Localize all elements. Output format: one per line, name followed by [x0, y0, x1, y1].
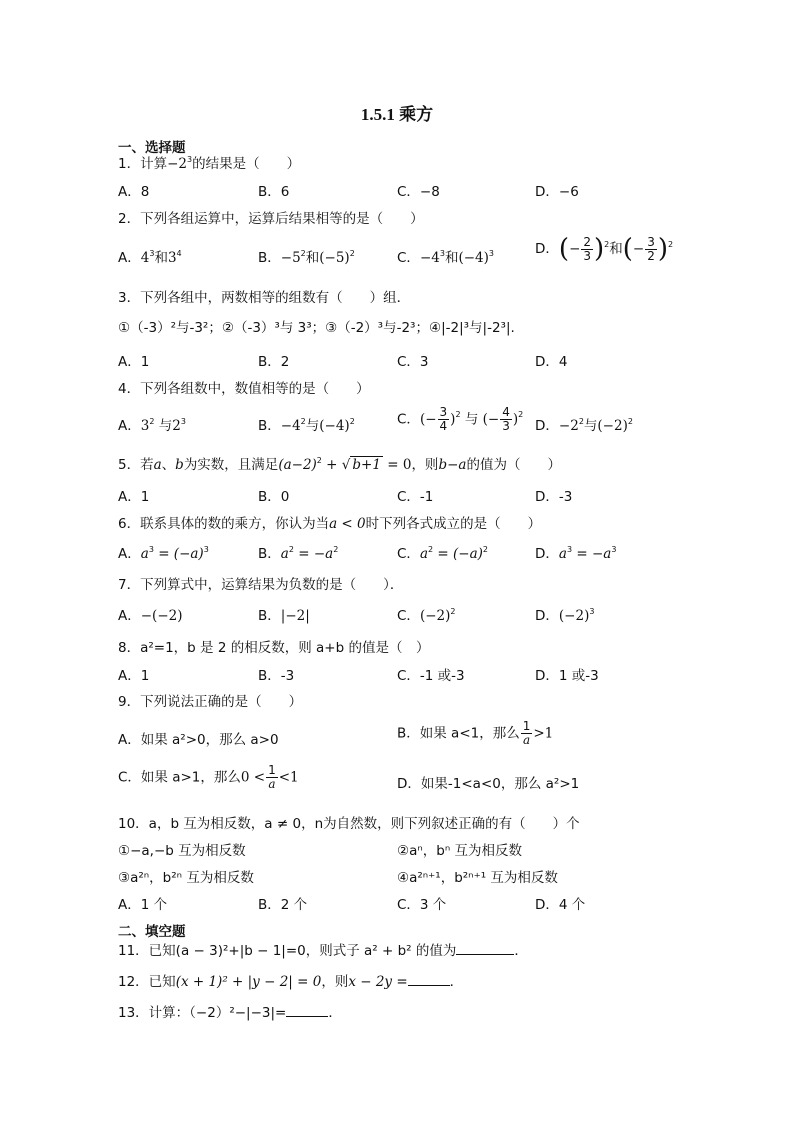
option-a: A．1 — [118, 489, 150, 505]
page-title: 1.5.1 乘方 — [360, 105, 434, 124]
option-b: B．2 — [258, 354, 290, 370]
option-d: D．4 — [535, 354, 568, 370]
option-a: A．$4^3$和$3^4$ — [118, 248, 182, 266]
answer-blank[interactable] — [286, 1004, 328, 1017]
statement-4: ④a²ⁿ⁺¹，b²ⁿ⁺¹ 互为相反数 — [397, 870, 558, 886]
option-b: B．$-4^2$与$(-4)^2$ — [258, 416, 355, 434]
question-6-options — [118, 542, 678, 566]
answer-blank[interactable] — [456, 942, 514, 955]
question-4: 4．下列各组数中，数值相等的是（ ） — [118, 381, 370, 397]
option-d: D．$a^3 = -a^3$ — [535, 544, 617, 562]
question-3: 3．下列各组中，两数相等的组数有（ ）组． — [118, 290, 411, 306]
option-d: D．(− $\frac{2}{3}$ )$^2$和(− $\frac{3}{2}$ )$^2$ — [535, 234, 674, 264]
question-8: 8．a²=1，b 是 2 的相反数，则 a+b 的值是（ ） — [118, 640, 430, 656]
option-d: D．-3 — [535, 489, 573, 505]
question-3-options — [118, 350, 678, 374]
option-c: C．−8 — [397, 184, 440, 200]
option-c: C．(− $\frac{3}{4}$ )$^2$ 与 (− $\frac{4}{3}$ )$^2$ — [397, 405, 524, 433]
statement-3: ③a²ⁿ，b²ⁿ 互为相反数 — [118, 870, 254, 886]
question-5-options — [118, 485, 678, 509]
question-7: 7．下列算式中，运算结果为负数的是（ ）． — [118, 577, 404, 593]
question-10-items-row2 — [118, 866, 678, 890]
question-6: 6．联系具体的数的乘方，你认为当a < 0时下列各式成立的是（ ） — [118, 516, 542, 532]
question-5: 5．若a、b为实数，且满足$(a-2)^2$ + √ b+1 = 0，则b−a的值为（ ） — [118, 455, 561, 473]
option-b: B．0 — [258, 489, 290, 505]
question-10: 10．a，b 互为相反数，a ≠ 0，n为自然数，则下列叙述正确的有（ ）个 — [118, 816, 580, 832]
question-3-items: ①（-3）²与-3²；②（-3）³与 3³；③（-2）³与-2³；④|-2|³与|-2³|. — [118, 320, 515, 336]
answer-blank[interactable] — [408, 973, 450, 986]
option-d: D．1 或-3 — [535, 668, 599, 684]
option-c: C．$-4^3$和$(-4)^3$ — [397, 248, 494, 266]
option-b: B．$a^2 = -a^2$ — [258, 544, 339, 562]
section-choice-heading: 一、选择题 — [118, 140, 186, 156]
option-b: B．2 个 — [258, 897, 308, 913]
option-b: B．如果 a<1，那么 $\frac{1}{a}$ >1 — [397, 719, 554, 747]
section-fill-heading: 二、填空题 — [118, 924, 186, 940]
option-a: A．1 个 — [118, 897, 168, 913]
option-d: D．如果-1<a<0，那么 a²>1 — [397, 776, 580, 792]
option-a: A．如果 a²>0，那么 a>0 — [118, 732, 279, 748]
option-b: B．6 — [258, 184, 290, 200]
question-1-options — [118, 180, 678, 204]
option-b: B．-3 — [258, 668, 295, 684]
option-b: B．$-5^2$和$(-5)^2$ — [258, 248, 355, 266]
question-9-options-row1 — [118, 719, 678, 756]
option-c: C．-1 — [397, 489, 434, 505]
option-d: D．−6 — [535, 184, 579, 200]
question-9: 9．下列说法正确的是（ ） — [118, 694, 303, 710]
option-a: A．8 — [118, 184, 150, 200]
option-a: A．$a^3 = (-a)^3$ — [118, 544, 209, 562]
option-d: D．$(-2)^3$ — [535, 606, 595, 624]
option-a: A．1 — [118, 668, 150, 684]
option-a: A．1 — [118, 354, 150, 370]
statement-1: ①−a,−b 互为相反数 — [118, 843, 246, 859]
question-4-options — [118, 405, 678, 442]
question-11: 11．已知(a − 3)²+|b − 1|=0，则式子 a² + b² 的值为 ． — [118, 943, 528, 959]
question-13: 13．计算：（−2）²−|−3|= ． — [118, 1005, 342, 1021]
question-10-options — [118, 893, 678, 917]
option-a: A．$3^2$ 与$2^3$ — [118, 416, 186, 434]
option-d: D．$-2^2$与$(-2)^2$ — [535, 416, 633, 434]
question-10-items-row1 — [118, 839, 678, 863]
question-2-options — [118, 234, 678, 272]
option-c: C．$a^2 = (-a)^2$ — [397, 544, 488, 562]
option-a: A．−(−2) — [118, 608, 183, 624]
option-c: C．3 — [397, 354, 429, 370]
question-7-options — [118, 604, 678, 628]
question-9-options-row2 — [118, 763, 678, 800]
option-d: D．4 个 — [535, 897, 586, 913]
question-1: 1．计算$-2^3$的结果是（ ） — [118, 154, 301, 172]
statement-2: ②aⁿ，bⁿ 互为相反数 — [397, 843, 522, 859]
option-c: C．3 个 — [397, 897, 447, 913]
question-12: 12．已知(x + 1)² + |y − 2| = 0，则x − 2y = ． — [118, 974, 464, 990]
option-b: B．|−2| — [258, 608, 310, 624]
question-2: 2．下列各组运算中，运算后结果相等的是（ ） — [118, 211, 424, 227]
question-8-options — [118, 664, 678, 688]
option-c: C．-1 或-3 — [397, 668, 465, 684]
option-c: C．如果 a>1，那么0 < $\frac{1}{a}$ <1 — [118, 763, 299, 791]
option-c: C．$(-2)^2$ — [397, 606, 456, 624]
